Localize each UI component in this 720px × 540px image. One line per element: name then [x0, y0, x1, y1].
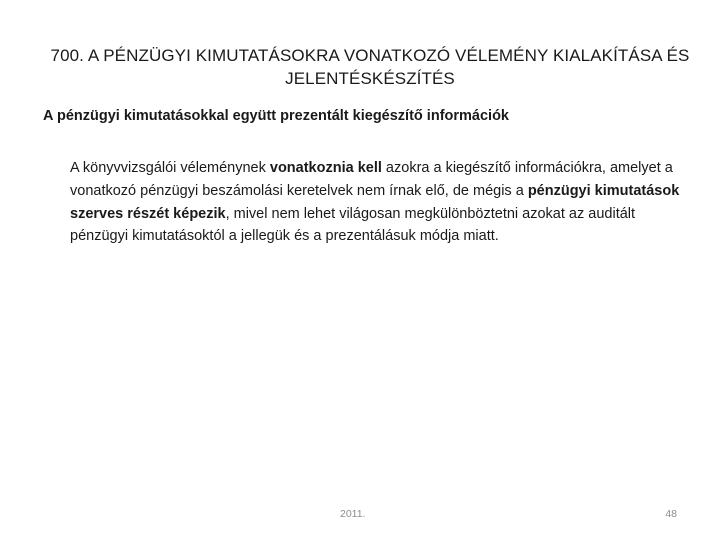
- body-text-part-1: A könyvvizsgálói véleménynek: [70, 160, 270, 176]
- slide-title: [40, 44, 700, 90]
- body-emphasis-2: pénzügyi kimutatások szerves részét képezik: [70, 182, 680, 222]
- slide-body-paragraph: [70, 157, 680, 248]
- slide-title-line-1: 700. A PÉNZÜGYI KIMUTATÁSOKRA VONATKOZÓ VÉLEMÉNY KIALAKÍTÁSA ÉS: [50, 46, 690, 65]
- slide-subtitle: A pénzügyi kimutatásokkal együtt prezentált kiegészítő információk: [43, 108, 509, 124]
- footer-date: 2011.: [340, 508, 366, 520]
- body-text-part-3: , mivel nem lehet világosan megkülönböztetni azokat az auditált pénzügyi kimutatásoktól a jellegük és a prezentálásuk módja miatt.: [70, 205, 636, 245]
- footer-page-number: 48: [665, 508, 677, 520]
- body-emphasis-1: vonatkoznia kell: [269, 160, 382, 176]
- slide-title-line-2: JELENTÉSKÉSZÍTÉS: [285, 69, 455, 88]
- body-text-part-2: azokra a kiegészítő információkra, amelyet a vonatkozó pénzügyi beszámolási keretelvek nem írnak elő, de mégis a: [70, 160, 673, 199]
